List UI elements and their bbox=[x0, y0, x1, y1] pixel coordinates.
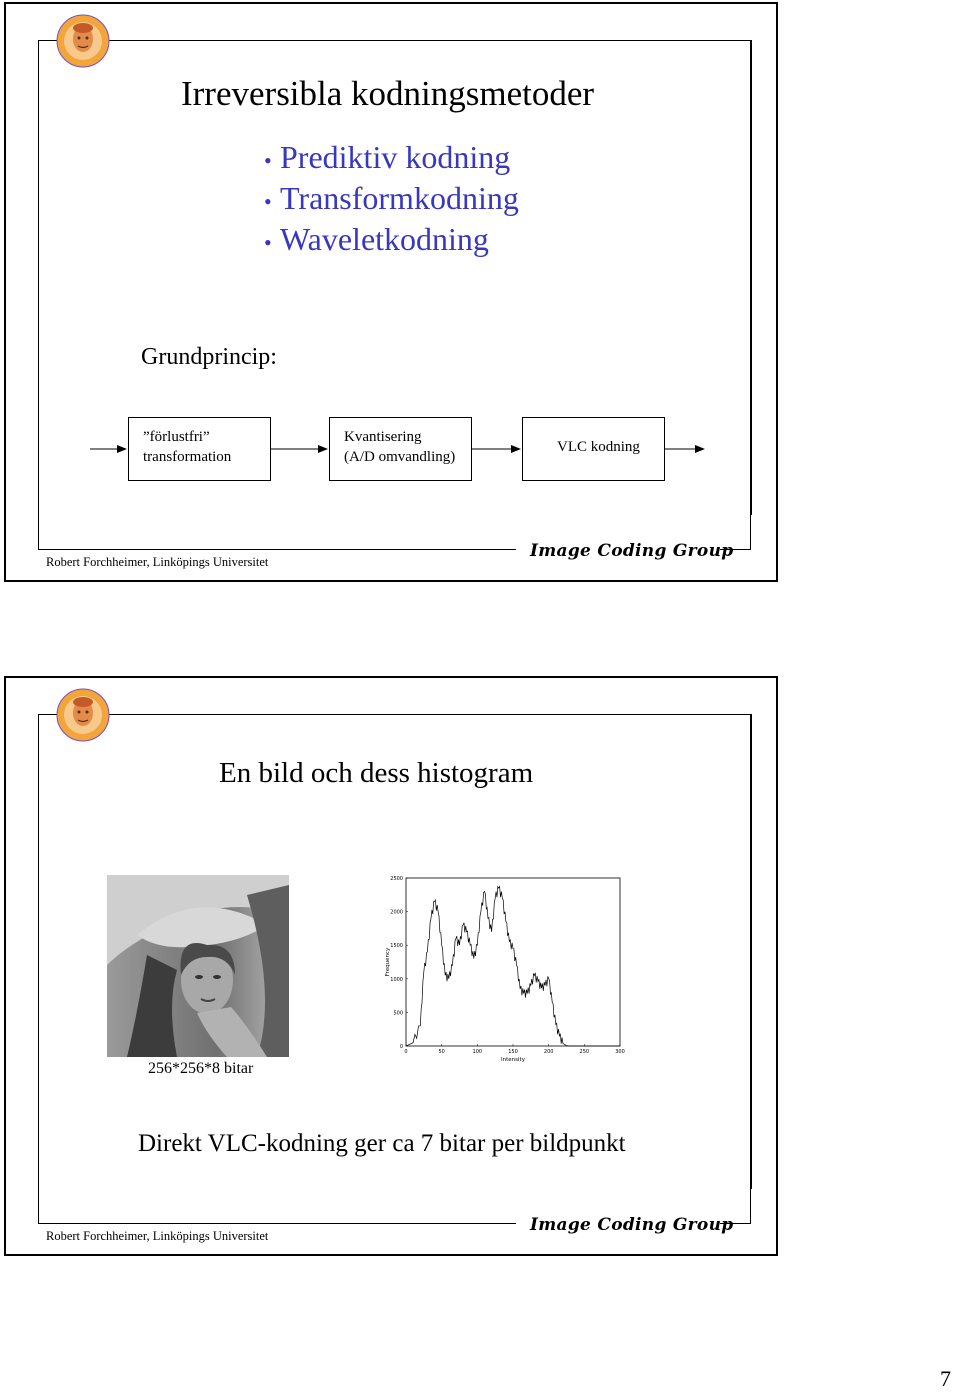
page-number: 7 bbox=[940, 1366, 951, 1391]
footer-rule bbox=[38, 1223, 516, 1224]
footer-author: Robert Forchheimer, Linköpings Universitet bbox=[46, 555, 269, 569]
group-logo-text: Image Coding Group bbox=[530, 541, 734, 561]
x-tick-label: 0 bbox=[404, 1049, 408, 1055]
x-tick-label: 200 bbox=[543, 1049, 554, 1055]
y-tick-label: 0 bbox=[399, 1044, 403, 1050]
y-tick-label: 500 bbox=[393, 1010, 403, 1017]
y-tick-label: 1500 bbox=[390, 943, 403, 950]
x-tick-label: 250 bbox=[579, 1049, 590, 1055]
university-seal-logo bbox=[56, 688, 110, 742]
bullet-icon: • bbox=[264, 230, 272, 256]
image-caption: 256*256*8 bitar bbox=[148, 1060, 254, 1077]
plot-frame bbox=[406, 878, 620, 1046]
footer-author: Robert Forchheimer, Linköpings Universitet bbox=[46, 1229, 269, 1243]
x-tick-label: 50 bbox=[438, 1049, 445, 1055]
y-tick-label: 2000 bbox=[390, 909, 403, 916]
block-diagram-arrows bbox=[6, 4, 780, 584]
histogram-series-line bbox=[406, 887, 620, 1046]
x-tick-label: 150 bbox=[508, 1049, 518, 1055]
group-logo-text: Image Coding Group bbox=[530, 1215, 734, 1235]
x-tick-label: 300 bbox=[615, 1049, 625, 1055]
y-tick-label: 1000 bbox=[390, 976, 403, 983]
histogram-chart bbox=[380, 870, 630, 1065]
x-axis-label: Intensity bbox=[501, 1057, 525, 1063]
x-tick-label: 100 bbox=[472, 1049, 483, 1055]
slide-1 bbox=[4, 2, 778, 582]
grayscale-portrait-image bbox=[107, 875, 289, 1057]
bullet-icon: • bbox=[264, 189, 272, 215]
list-item: • Transformkodning bbox=[264, 178, 519, 219]
y-tick-label: 2500 bbox=[390, 876, 403, 882]
vlc-coding-block: VLC kodning bbox=[522, 417, 665, 481]
list-item: • Prediktiv kodning bbox=[264, 137, 519, 178]
list-item: • Waveletkodning bbox=[264, 219, 519, 260]
slide-title: Irreversibla kodningsmetoder bbox=[181, 74, 595, 113]
y-axis-label: Frequency bbox=[385, 947, 391, 977]
bullet-icon: • bbox=[264, 148, 272, 174]
quantization-block: Kvantisering (A/D omvandling) bbox=[329, 417, 472, 481]
vlc-statement: Direkt VLC-kodning ger ca 7 bitar per bildpunkt bbox=[138, 1130, 626, 1157]
lossless-transform-block: ”förlustfri” transformation bbox=[128, 417, 271, 481]
principle-label: Grundprincip: bbox=[141, 344, 277, 370]
slide-title: En bild och dess histogram bbox=[219, 757, 534, 789]
